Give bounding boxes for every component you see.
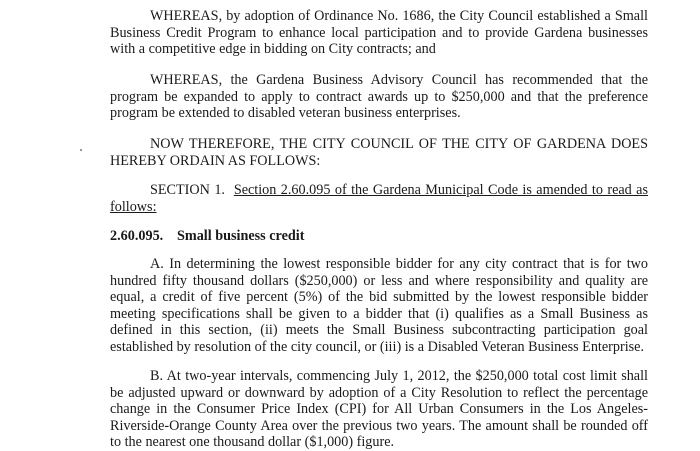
whereas-paragraph-1: [110, 8, 648, 58]
subsection-a: [110, 256, 648, 356]
whereas-2-text: WHEREAS, the Gardena Business Advisory Council has recommended that the program be expanded to apply to contract awards up to $250,000 and that the preference program be extended to disabled veteran business enterprises.: [110, 72, 648, 122]
section-heading-title: Small business credit: [177, 228, 305, 244]
scan-speck: [80, 149, 82, 151]
whereas-1-text: WHEREAS, by adoption of Ordinance No. 1686, the City Council established a Small Business Credit Program to enhance local participation and to provide Gardena businesses with a competitive edge in bidding on City contracts; and: [110, 8, 648, 58]
section-1-paragraph: [110, 182, 648, 215]
subsection-b-text: B. At two-year intervals, commencing July 1, 2012, the $250,000 total cost limit shall be adjusted upward or downward by adoption of a City Resolution to reflect the percentage change in the Consumer Price Index (CPI) for All Urban Consumers in the Los Angeles-Riverside-Orange County Area over the previous two years. The amount shall be rounded off to the nearest one thousand dollar ($1,000) figure.: [110, 368, 648, 451]
subsection-a-text: A. In determining the lowest responsible bidder for any city contract that is for two hundred fifty thousand dollars ($250,000) or less and where responsibility and quality are equal, a credit of five percent (5%) of the bid submitted by the lowest responsible bidder meeting specifications shall be given to a bidder that (i) qualifies as a Small Business as defined in this section, (ii) meets the Small Business subcontracting participation goal established by resolution of the city council, or (iii) is a Disabled Veteran Business Enterprise.: [110, 256, 648, 355]
section-heading-number: 2.60.095.: [110, 228, 164, 244]
ordain-paragraph: [110, 136, 648, 169]
ordain-text: NOW THEREFORE, THE CITY COUNCIL OF THE CITY OF GARDENA DOES HEREBY ORDAIN AS FOLLOWS:: [110, 136, 648, 169]
section-1-label: SECTION 1.: [150, 182, 225, 198]
whereas-paragraph-2: [110, 72, 648, 122]
section-heading: [110, 228, 304, 245]
subsection-b: [110, 368, 648, 451]
section-1-text: Section 2.60.095 of the Gardena Municipal Code is amended to read as follows:: [110, 182, 649, 215]
